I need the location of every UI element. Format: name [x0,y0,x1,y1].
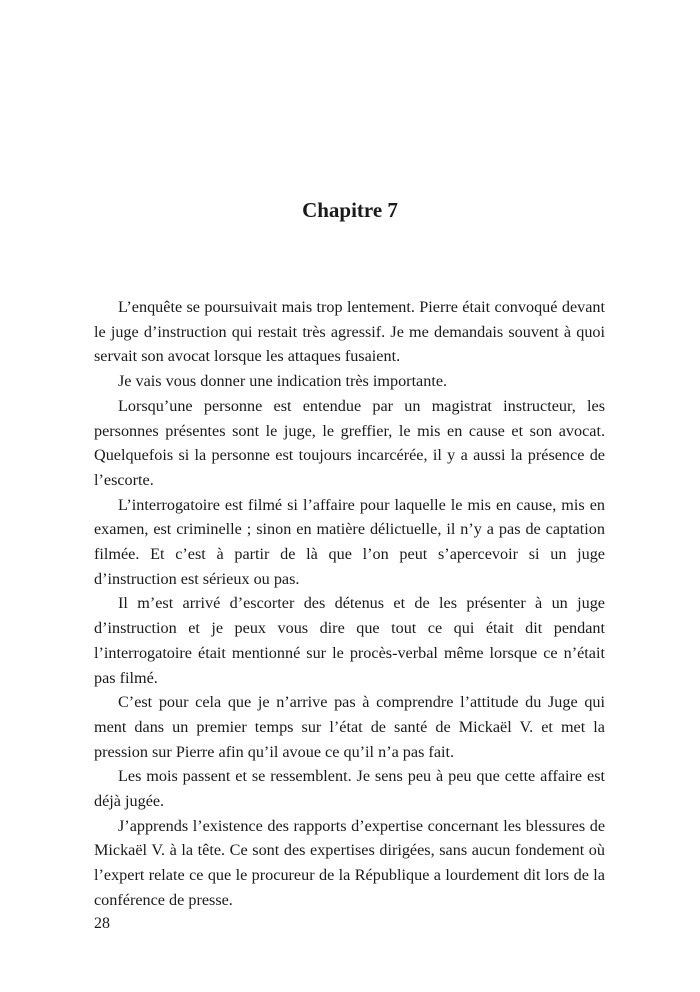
paragraph: L’interrogatoire est filmé si l’affaire pour laquelle le mis en cause, mis en examen, est criminelle ; sinon en matière délictuelle, il n’y a pas de captation filmée. Et c’est à partir de là que l’on peut s’apercevoir si un juge d’instruction est sérieux ou pas. [94,495,605,588]
paragraph: Je vais vous donner une indication très importante. [118,372,448,391]
paragraph: Il m’est arrivé d’escorter des détenus et de les présenter à un juge d’instruction et je peux vous dire que tout ce qui était dit pendant l’interrogatoire était mentionné sur le procès-verbal même lorsque ce n’était pas filmé. [94,594,605,687]
body-text [94,295,605,913]
paragraph: Les mois passent et se ressemblent. Je sens peu à peu que cette affaire est déjà jugée. [94,767,605,811]
page-number: 28 [94,915,110,932]
paragraph: J’apprends l’existence des rapports d’expertise concernant les blessures de Mickaël V. à la tête. Ce sont des expertises dirigées, sans aucun fondement où l’expert relate ce que le procureur de la République a lourdement dit lors de la conférence de presse. [94,816,605,909]
paragraph: L’enquête se poursuivait mais trop lentement. Pierre était convoqué devant le juge d’instruction qui restait très agressif. Je me demandais souvent à quoi servait son avocat lorsque les attaques fusaient. [94,298,605,366]
chapter-title: Chapitre 7 [302,198,398,222]
paragraph: Lorsqu’une personne est entendue par un magistrat instructeur, les personnes présentes sont le juge, le greffier, le mis en cause et son avocat. Quelquefois si la personne est toujours incarcérée, il y a aussi la présence de l’escorte. [94,396,605,489]
paragraph: C’est pour cela que je n’arrive pas à comprendre l’attitude du Juge qui ment dans un premier temps sur l’état de santé de Mickaël V. et met la pression sur Pierre afin qu’il avoue ce qu’il n’a pas fait. [94,693,605,761]
